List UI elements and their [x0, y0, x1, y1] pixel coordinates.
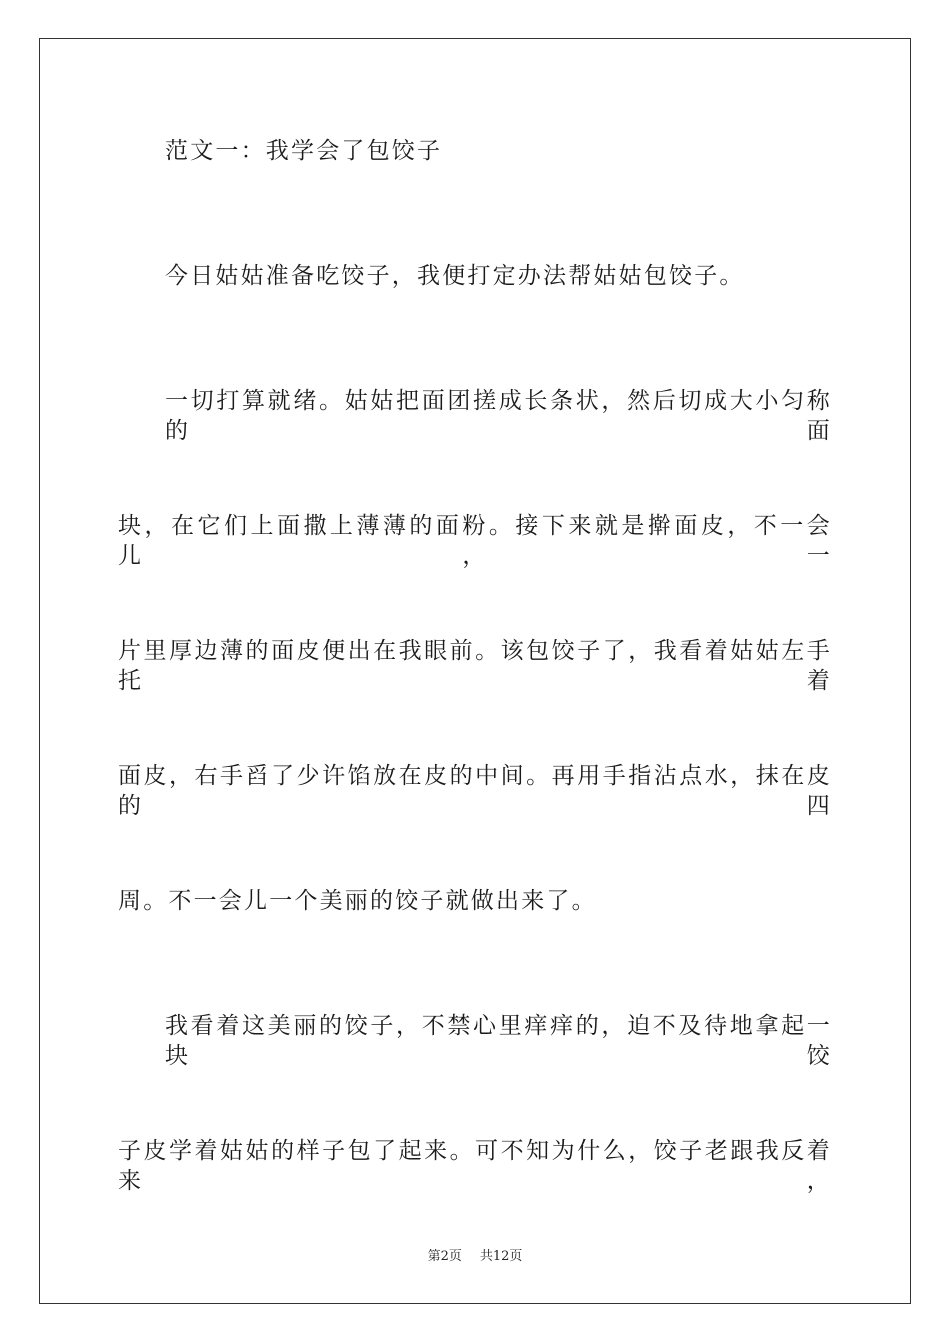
paragraph-line: 一切打算就绪。姑姑把面团搓成长条状，然后切成大小匀称的面 — [165, 388, 832, 444]
paragraph-line: 子皮学着姑姑的样子包了起来。可不知为什么，饺子老跟我反着来， — [118, 1138, 832, 1194]
paragraph-line: 片里厚边薄的面皮便出在我眼前。该包饺子了，我看着姑姑左手托着 — [118, 638, 832, 694]
page-number: 第2页 — [427, 1249, 462, 1264]
paragraph-line: 面皮，右手舀了少许馅放在皮的中间。再用手指沾点水，抹在皮的四 — [118, 763, 832, 819]
page-footer — [0, 1245, 950, 1264]
essay-title: 范文一：我学会了包饺子 — [165, 138, 443, 164]
paragraph-line: 周。不一会儿一个美丽的饺子就做出来了。 — [118, 888, 597, 914]
paragraph-line: 今日姑姑准备吃饺子，我便打定办法帮姑姑包饺子。 — [165, 263, 745, 289]
page-total: 共12页 — [479, 1249, 523, 1264]
paragraph-line: 我看着这美丽的饺子，不禁心里痒痒的，迫不及待地拿起一块饺 — [165, 1013, 832, 1069]
paragraph-line: 块，在它们上面撒上薄薄的面粉。接下来就是擀面皮，不一会儿，一 — [118, 513, 832, 569]
